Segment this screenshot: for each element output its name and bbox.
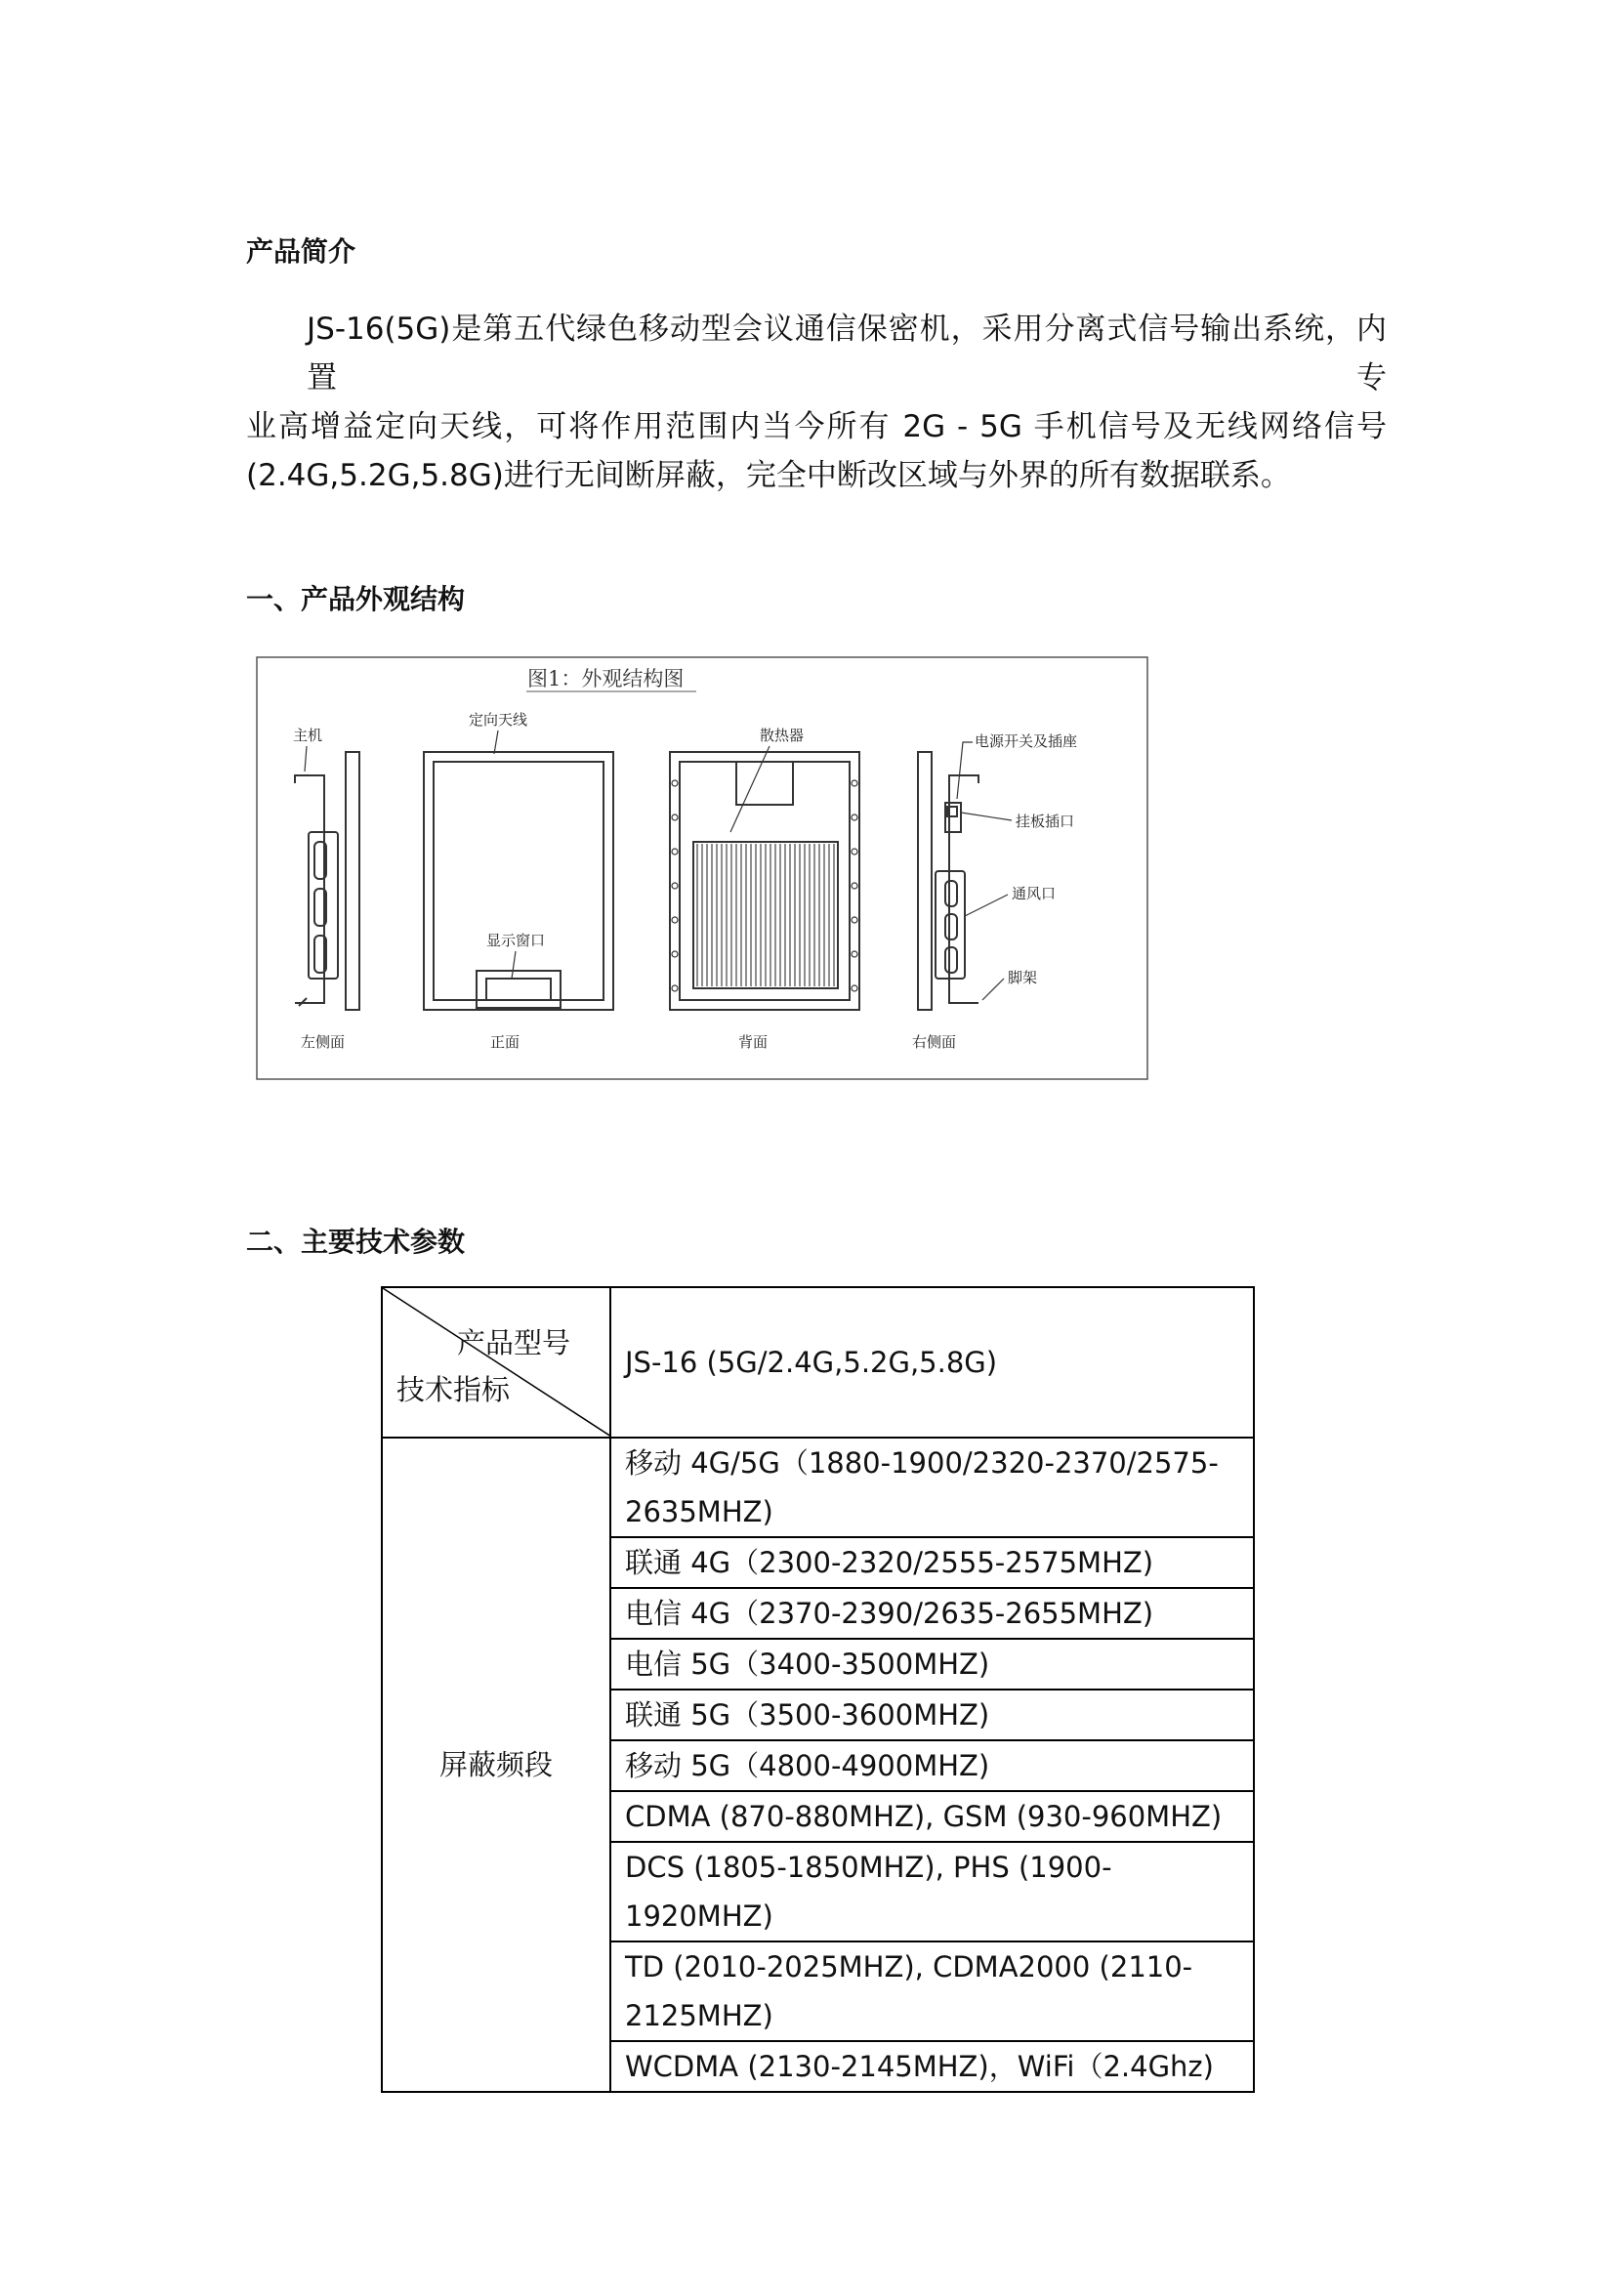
table-header-row bbox=[382, 1287, 1254, 1438]
diagonal-header-cell bbox=[382, 1287, 610, 1438]
band-cell: 移动 4G/5G（1880-1900/2320-2370/2575-2635MHZ) bbox=[610, 1438, 1254, 1537]
label-mount-slot: 挂板插口 bbox=[1016, 813, 1075, 830]
band-cell: 联通 5G（3500-3600MHZ) bbox=[610, 1690, 1254, 1740]
label-stand: 脚架 bbox=[1008, 969, 1038, 986]
section-2-heading: 二、主要技术参数 bbox=[246, 1226, 466, 1258]
band-cell: CDMA (870-880MHZ), GSM (930-960MHZ) bbox=[610, 1791, 1254, 1842]
appearance-structure-figure bbox=[256, 656, 1148, 1080]
band-cell: DCS (1805-1850MHZ), PHS (1900-1920MHZ) bbox=[610, 1842, 1254, 1941]
label-antenna: 定向天线 bbox=[469, 711, 528, 729]
figure-caption: 图1：外观结构图 bbox=[527, 667, 685, 690]
band-cell: 电信 4G（2370-2390/2635-2655MHZ) bbox=[610, 1588, 1254, 1639]
diagonal-divider bbox=[383, 1288, 610, 1437]
band-cell: WCDMA (2130-2145MHZ)，WiFi（2.4Ghz) bbox=[610, 2041, 1254, 2092]
label-front: 正面 bbox=[490, 1033, 520, 1051]
label-heatsink: 散热器 bbox=[760, 727, 805, 744]
band-cell: TD (2010-2025MHZ), CDMA2000 (2110-2125MHZ) bbox=[610, 1941, 1254, 2041]
label-back: 背面 bbox=[738, 1033, 769, 1051]
intro-line-1: JS-16(5G)是第五代绿色移动型会议通信保密机，采用分离式信号输出系统，内置专 bbox=[307, 312, 1387, 396]
shield-bands-label: 屏蔽频段 bbox=[382, 1438, 610, 2092]
header-product-model: 产品型号 bbox=[457, 1326, 571, 1359]
model-value: JS-16 (5G/2.4G,5.2G,5.8G) bbox=[610, 1287, 1254, 1438]
intro-heading: 产品简介 bbox=[246, 235, 356, 268]
intro-paragraph bbox=[246, 305, 1387, 500]
label-power-switch-socket: 电源开关及插座 bbox=[975, 732, 1078, 750]
label-display-window: 显示窗口 bbox=[486, 932, 546, 949]
table-row bbox=[382, 1438, 1254, 1537]
label-host: 主机 bbox=[293, 727, 323, 744]
band-cell: 联通 4G（2300-2320/2555-2575MHZ) bbox=[610, 1537, 1254, 1588]
band-cell: 电信 5G（3400-3500MHZ) bbox=[610, 1639, 1254, 1690]
intro-line-3: (2.4G,5.2G,5.8G)进行无间断屏蔽，完全中断改区域与外界的所有数据联系。 bbox=[246, 458, 1291, 493]
header-tech-index: 技术指标 bbox=[396, 1373, 511, 1406]
tech-spec-table bbox=[381, 1286, 1255, 2093]
label-left-side: 左侧面 bbox=[301, 1033, 346, 1051]
band-cell: 移动 5G（4800-4900MHZ) bbox=[610, 1740, 1254, 1791]
section-1-heading: 一、产品外观结构 bbox=[246, 583, 466, 615]
label-vent: 通风口 bbox=[1012, 885, 1057, 902]
label-right-side: 右侧面 bbox=[912, 1033, 957, 1051]
intro-line-2: 业高增益定向天线，可将作用范围内当今所有 2G - 5G 手机信号及无线网络信号 bbox=[246, 409, 1387, 444]
